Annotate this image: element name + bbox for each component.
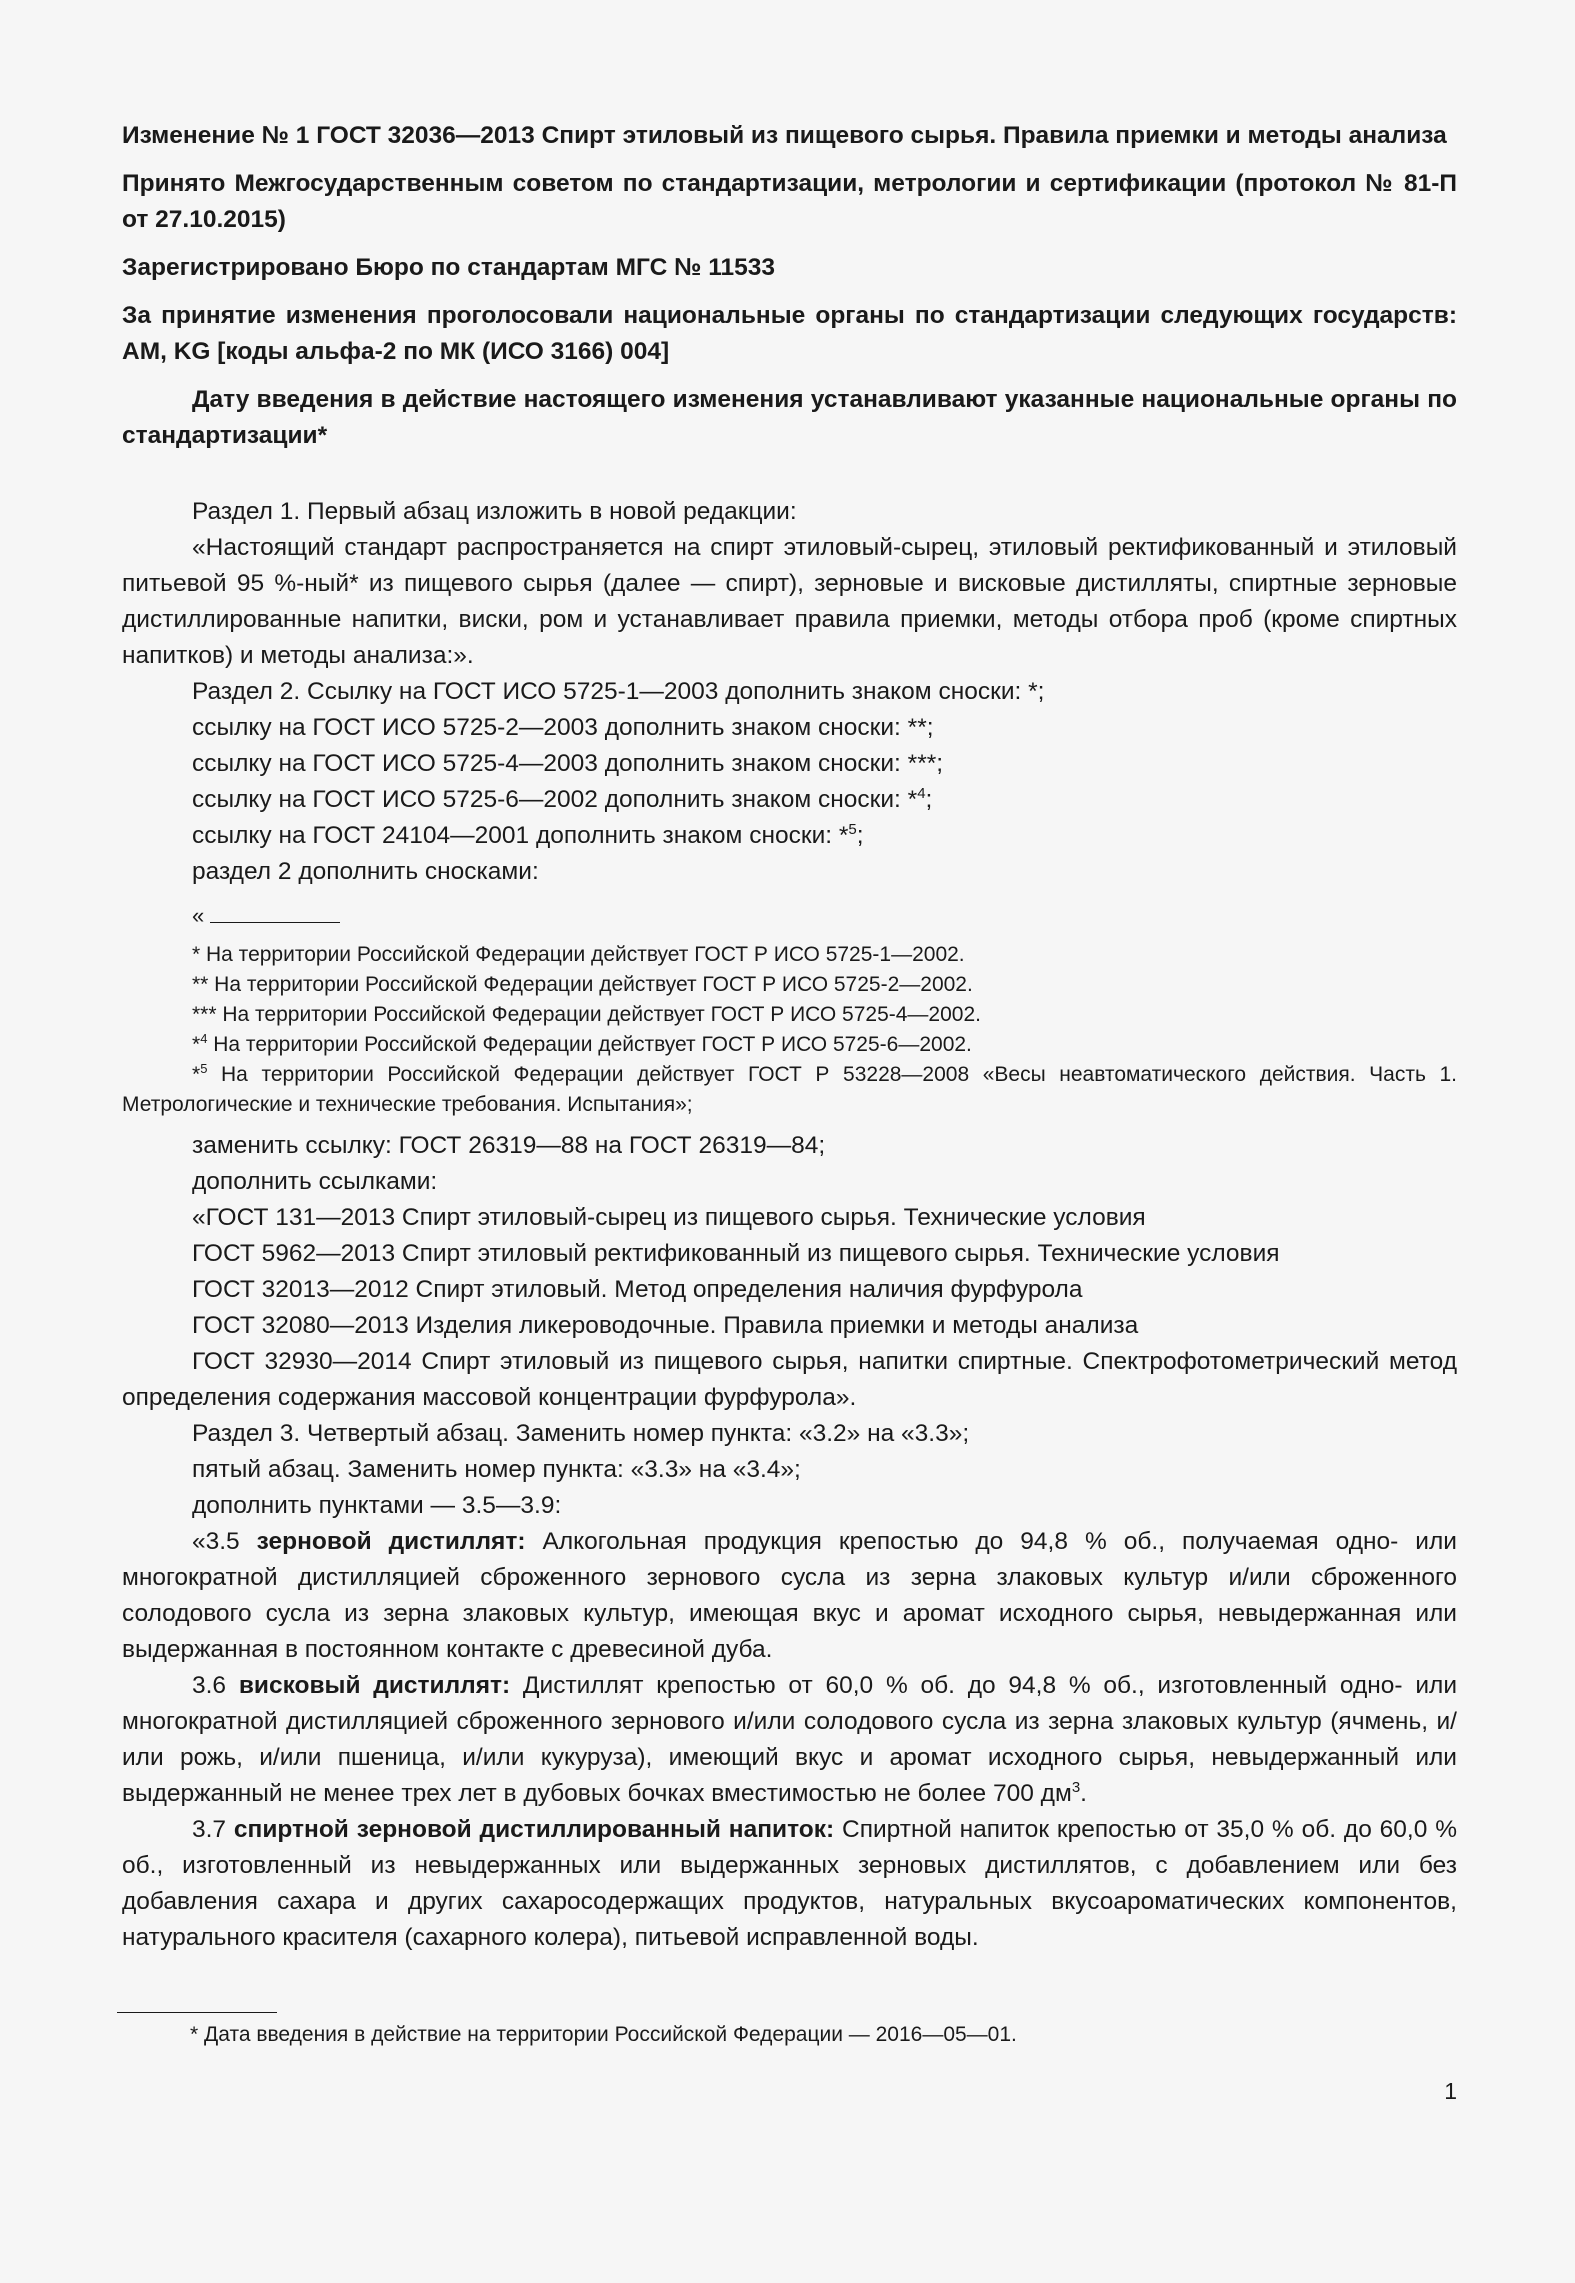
clause-text: Дистиллят крепостью от 60,0 % об. до 94,8 % об., изготовленный одно- или многократной дистилляцией сброженного зернового и/или солодового сусла из зерна злаковых культур (ячмень, и/или рожь, и/или пшеница, и/или кукуруза), имеющий вкус и аромат исходного сырья, невыдержанный или выдержанный не менее трех лет в дубовых бочках вместимостью не более 700 дм	[122, 1672, 1457, 1807]
clause-number: 3.6	[192, 1672, 239, 1699]
document-header	[122, 118, 1457, 454]
section3-line: пятый абзац. Заменить номер пункта: «3.3» на «3.4»;	[192, 1456, 801, 1483]
footnote-item: *** На территории Российской Федерации действует ГОСТ Р ИСО 5725-4—2002.	[192, 1003, 981, 1026]
line-text: ссылку на ГОСТ 24104—2001 дополнить знаком сноски: *	[192, 822, 849, 849]
page-number: 1	[1444, 2078, 1457, 2104]
footnote-text: На территории Российской Федерации действует ГОСТ Р ИСО 5725-6—2002.	[207, 1033, 972, 1056]
reference-item: «ГОСТ 131—2013 Спирт этиловый-сырец из пищевого сырья. Технические условия	[192, 1204, 1146, 1231]
section1-quote: «Настоящий стандарт распространяется на спирт этиловый-сырец, этиловый ректификованный и этиловый питьевой 95 %-ный* из пищевого сырья (далее — спирт), зерновые и висковые дистилляты, спиртные зерновые дистиллированные напитки, виски, ром и устанавливает правила приемки, методы отбора проб (кроме спиртных напитков) и методы анализа:».	[122, 534, 1457, 669]
clause-number: «3.5	[192, 1528, 257, 1555]
clause-end: .	[1080, 1780, 1087, 1807]
clause-text: Спиртной напиток крепостью от 35,0 % об. до 60,0 % об., изготовленный из невыдержанных или выдержанных зерновых дистиллятов, с добавлением или без добавления сахара и других сахаросодержащих продуктов, натуральных вкусоароматических компонентов, натурального красителя (сахарного колера), питьевой исправленной воды.	[122, 1816, 1458, 1951]
page-content	[122, 118, 1457, 1956]
adopted-statement: Принято Межгосударственным советом по стандартизации, метрологии и сертификации (протокол № 81-П от 27.10.2015)	[122, 170, 1457, 233]
clause-number: 3.7	[192, 1816, 234, 1843]
line-text: ссылку на ГОСТ ИСО 5725-6—2002 дополнить знаком сноски: *	[192, 786, 918, 813]
footnote-item: * На территории Российской Федерации действует ГОСТ Р ИСО 5725-1—2002.	[192, 943, 965, 966]
superscript: 3	[1071, 1779, 1081, 1796]
section2-line: раздел 2 дополнить сносками:	[192, 858, 539, 885]
footnote-item	[122, 1060, 1457, 1120]
section2-line: ссылку на ГОСТ ИСО 5725-4—2003 дополнить знаком сноски: ***;	[192, 750, 944, 777]
page-footnote: * Дата введения в действие на территории Российской Федерации — 2016—05—01.	[190, 2023, 1017, 2046]
section1-intro: Раздел 1. Первый абзац изложить в новой редакции:	[192, 498, 797, 525]
clause-term: висковый дистиллят:	[238, 1672, 511, 1699]
document-body	[122, 494, 1457, 1956]
reference-item: ГОСТ 32930—2014 Спирт этиловый из пищевого сырья, напитки спиртные. Спектрофотометрический метод определения содержания массовой концентрации фурфурола».	[122, 1348, 1457, 1411]
reference-item: ГОСТ 5962—2013 Спирт этиловый ректификованный из пищевого сырья. Технические условия	[192, 1240, 1280, 1267]
section2-line: ссылку на ГОСТ ИСО 5725-2—2003 дополнить знаком сноски: **;	[192, 714, 934, 741]
reference-item: ГОСТ 32080—2013 Изделия ликероводочные. Правила приемки и методы анализа	[192, 1312, 1139, 1339]
section3-line: Раздел 3. Четвертый абзац. Заменить номер пункта: «3.2» на «3.3»;	[192, 1420, 970, 1447]
footnote-mark: *	[192, 1033, 201, 1056]
footnote-item	[122, 1030, 1457, 1060]
line-text: ;	[856, 822, 864, 849]
section2-line: Раздел 2. Ссылку на ГОСТ ИСО 5725-1—2003 дополнить знаком сноски: *;	[192, 678, 1045, 705]
superscript: 4	[200, 1031, 208, 1046]
line-text: ;	[925, 786, 933, 813]
footnote-mark: *	[192, 1063, 201, 1086]
superscript: 5	[200, 1061, 208, 1076]
registered-statement: Зарегистрировано Бюро по стандартам МГС № 11533	[122, 254, 775, 281]
quote-mark: «	[192, 903, 205, 928]
superscript: 5	[848, 821, 857, 838]
section3-line: дополнить пунктами — 3.5—3.9:	[192, 1492, 562, 1519]
clause-term: спиртной зерновой дистиллированный напиток:	[233, 1816, 835, 1843]
footnote-divider	[117, 2012, 277, 2013]
reference-item: ГОСТ 32013—2012 Спирт этиловый. Метод определения наличия фурфурола	[192, 1276, 1083, 1303]
voted-statement: За принятие изменения проголосовали национальные органы по стандартизации следующих государств: AM, KG [коды альфа-2 по МК (ИСО 3166) 004]	[122, 302, 1457, 365]
footnote-item: ** На территории Российской Федерации действует ГОСТ Р ИСО 5725-2—2002.	[192, 973, 973, 996]
inserted-footnotes	[122, 940, 1457, 1120]
amendment-title: Изменение № 1 ГОСТ 32036—2013 Спирт этиловый из пищевого сырья. Правила приемки и методы анализа	[122, 122, 1447, 149]
superscript: 4	[917, 785, 926, 802]
section2-line	[122, 782, 1457, 818]
clause-text: Алкогольная продукция крепостью до 94,8 % об., получаемая одно- или многократной дистилляцией сброженного зернового сусла из зерна злаковых культур и/или сброженного солодового сусла из зерна злаковых культур, имеющая вкус и аромат исходного сырья, невыдержанная или выдержанная в постоянном контакте с древесиной дуба.	[122, 1528, 1457, 1663]
clause-3-7	[122, 1812, 1457, 1956]
refs-add: дополнить ссылками:	[192, 1168, 438, 1195]
section2-line	[122, 818, 1457, 854]
footnote-quote-open	[122, 902, 1457, 930]
footnote-text: На территории Российской Федерации действует ГОСТ Р 53228—2008 «Весы неавтоматического действия. Часть 1. Метрологические и технические требования. Испытания»;	[122, 1063, 1457, 1116]
refs-replace: заменить ссылку: ГОСТ 26319—88 на ГОСТ 26319—84;	[192, 1132, 826, 1159]
effective-date-statement: Дату введения в действие настоящего изменения устанавливают указанные национальные органы по стандартизации*	[122, 386, 1457, 449]
clause-3-6	[122, 1668, 1457, 1812]
footnote-separator	[210, 906, 340, 923]
clause-term: зерновой дистиллят:	[256, 1528, 526, 1555]
clause-3-5	[122, 1524, 1457, 1668]
